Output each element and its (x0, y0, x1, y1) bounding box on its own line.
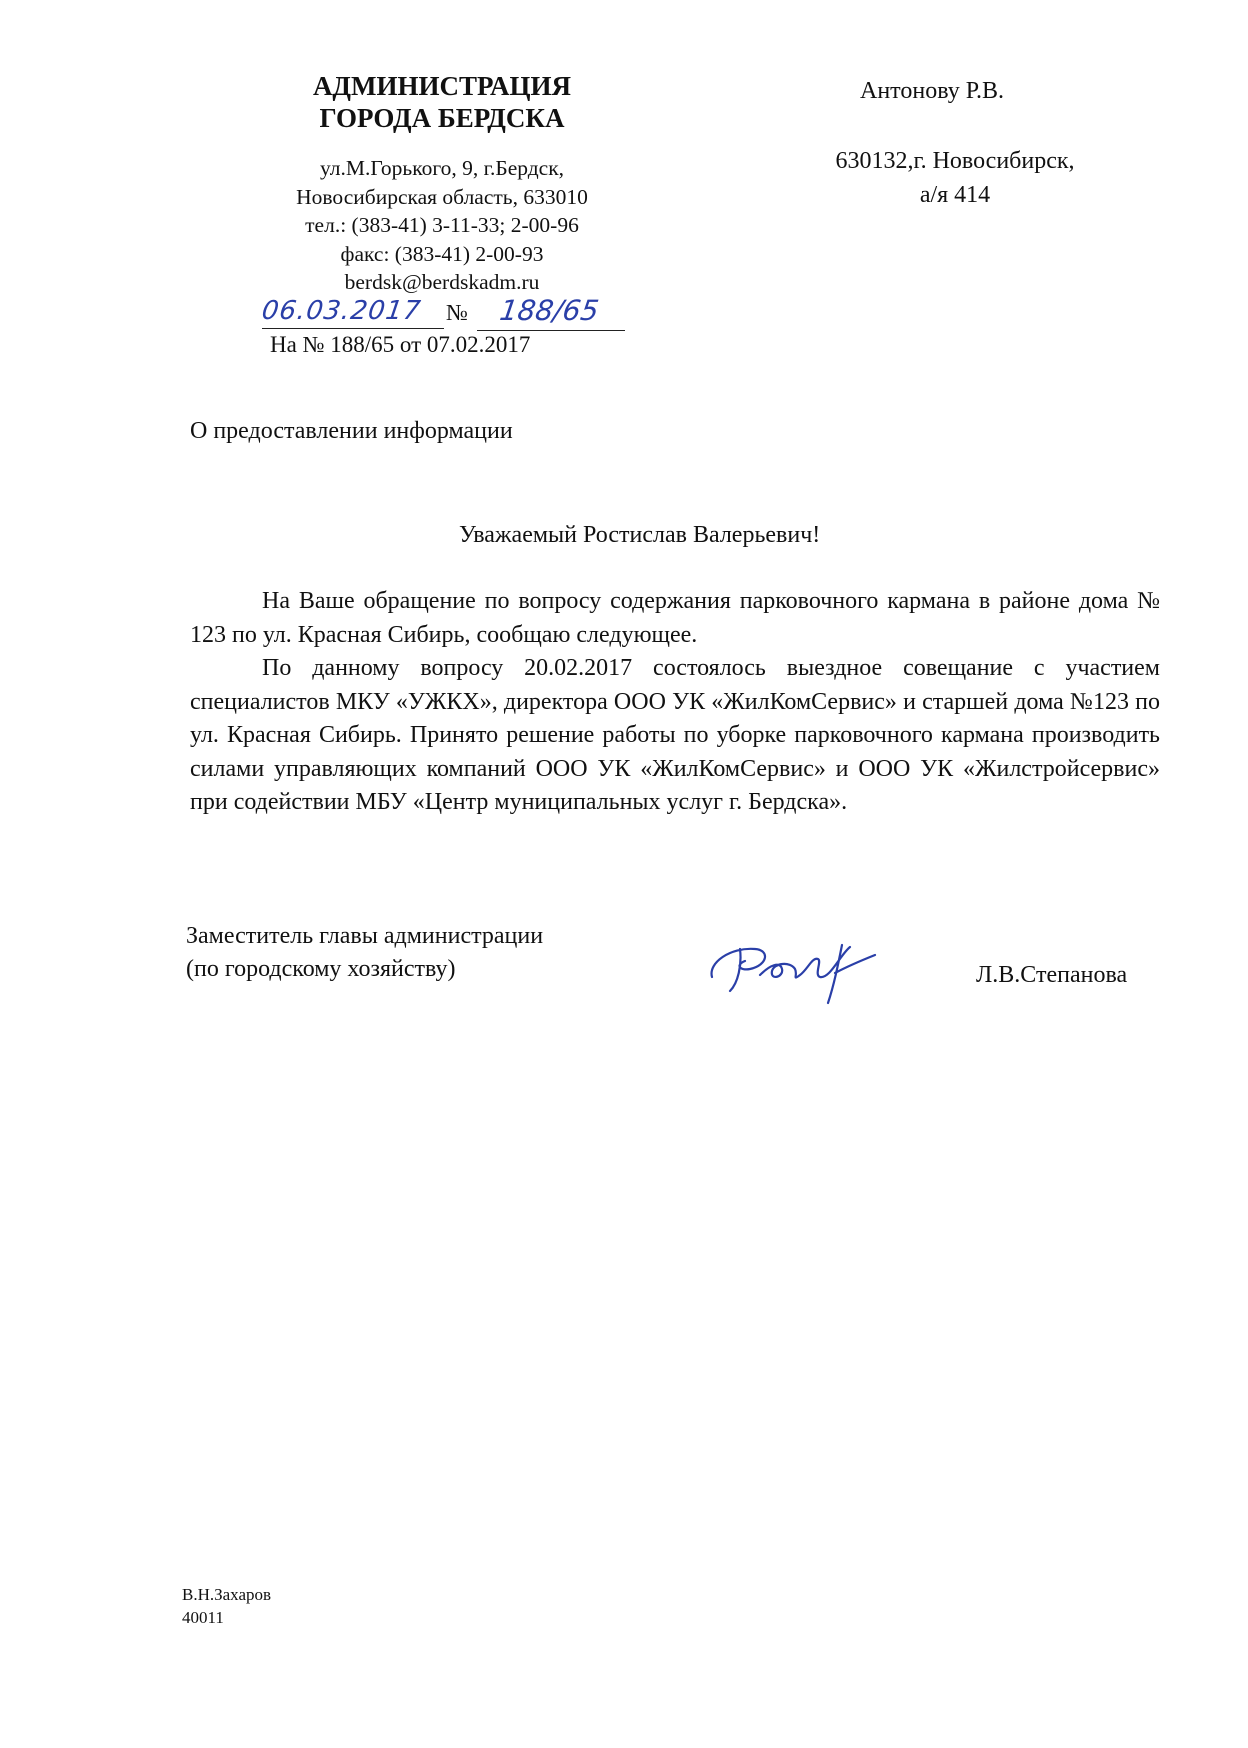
sender-phone: тел.: (383-41) 3-11-33; 2-00-96 (305, 213, 579, 237)
recipient-address-line1: 630132,г. Новосибирск, (835, 148, 1075, 174)
letter-subject: О предоставлении информации (190, 418, 513, 444)
signatory-title (186, 920, 543, 986)
recipient-name: Антонову Р.В. (860, 78, 1005, 104)
recipient-address-line2: а/я 414 (919, 182, 991, 208)
signatory-title-line2: (по городскому хозяйству) (186, 956, 456, 982)
signatory-title-line1: Заместитель главы администрации (186, 923, 544, 949)
signer-name: Л.В.Степанова (976, 962, 1128, 988)
recipient-address (800, 144, 1110, 212)
salutation: Уважаемый Ростислав Валерьевич! (459, 522, 821, 548)
sender-contacts (232, 154, 652, 297)
body-paragraph-1: На Ваше обращение по вопросу содержания парковочного кармана в районе дома № 123 по ул. Красная Сибирь, сообщаю следующее. (190, 588, 1160, 648)
registration-number: 188/65 (497, 294, 601, 327)
sender-organization (232, 70, 652, 134)
sender-address-line2: Новосибирская область, 633010 (296, 184, 588, 209)
org-name-line1: АДМИНИСТРАЦИЯ (312, 71, 572, 101)
body-paragraph-2: По данному вопросу 20.02.2017 состоялось выездное совещание с участием специалистов МКУ «УЖКХ», директора ООО УК «ЖилКомСервис» и старшей дома №123 по ул. Красная Сибирь. Принято решение работы по уборке парковочного кармана производить силами управляющих компаний ООО УК «ЖилКомСервис» и ООО УК «Жилстройсервис» при содействии МБУ «Центр муниципальных услуг г. Бердска». (190, 655, 1160, 815)
letter-body (190, 585, 1160, 820)
sender-address-line1: ул.М.Горького, 9, г.Бердск, (319, 156, 565, 180)
executor-phone: 40011 (182, 1608, 224, 1627)
reply-reference: На № 188/65 от 07.02.2017 (270, 332, 531, 357)
sender-email: berdsk@berdskadm.ru (344, 270, 540, 294)
registration-date: 06.03.2017 (259, 296, 423, 326)
sender-fax: факс: (383-41) 2-00-93 (340, 241, 544, 266)
registration-number-underline (477, 330, 625, 331)
registration-number-sign: № (446, 300, 468, 325)
registration-date-underline (262, 328, 444, 329)
executor-name: В.Н.Захаров (182, 1585, 272, 1604)
executor-info (182, 1583, 271, 1629)
org-name-line2: ГОРОДА БЕРДСКА (319, 103, 565, 133)
handwritten-signature (700, 925, 880, 1005)
